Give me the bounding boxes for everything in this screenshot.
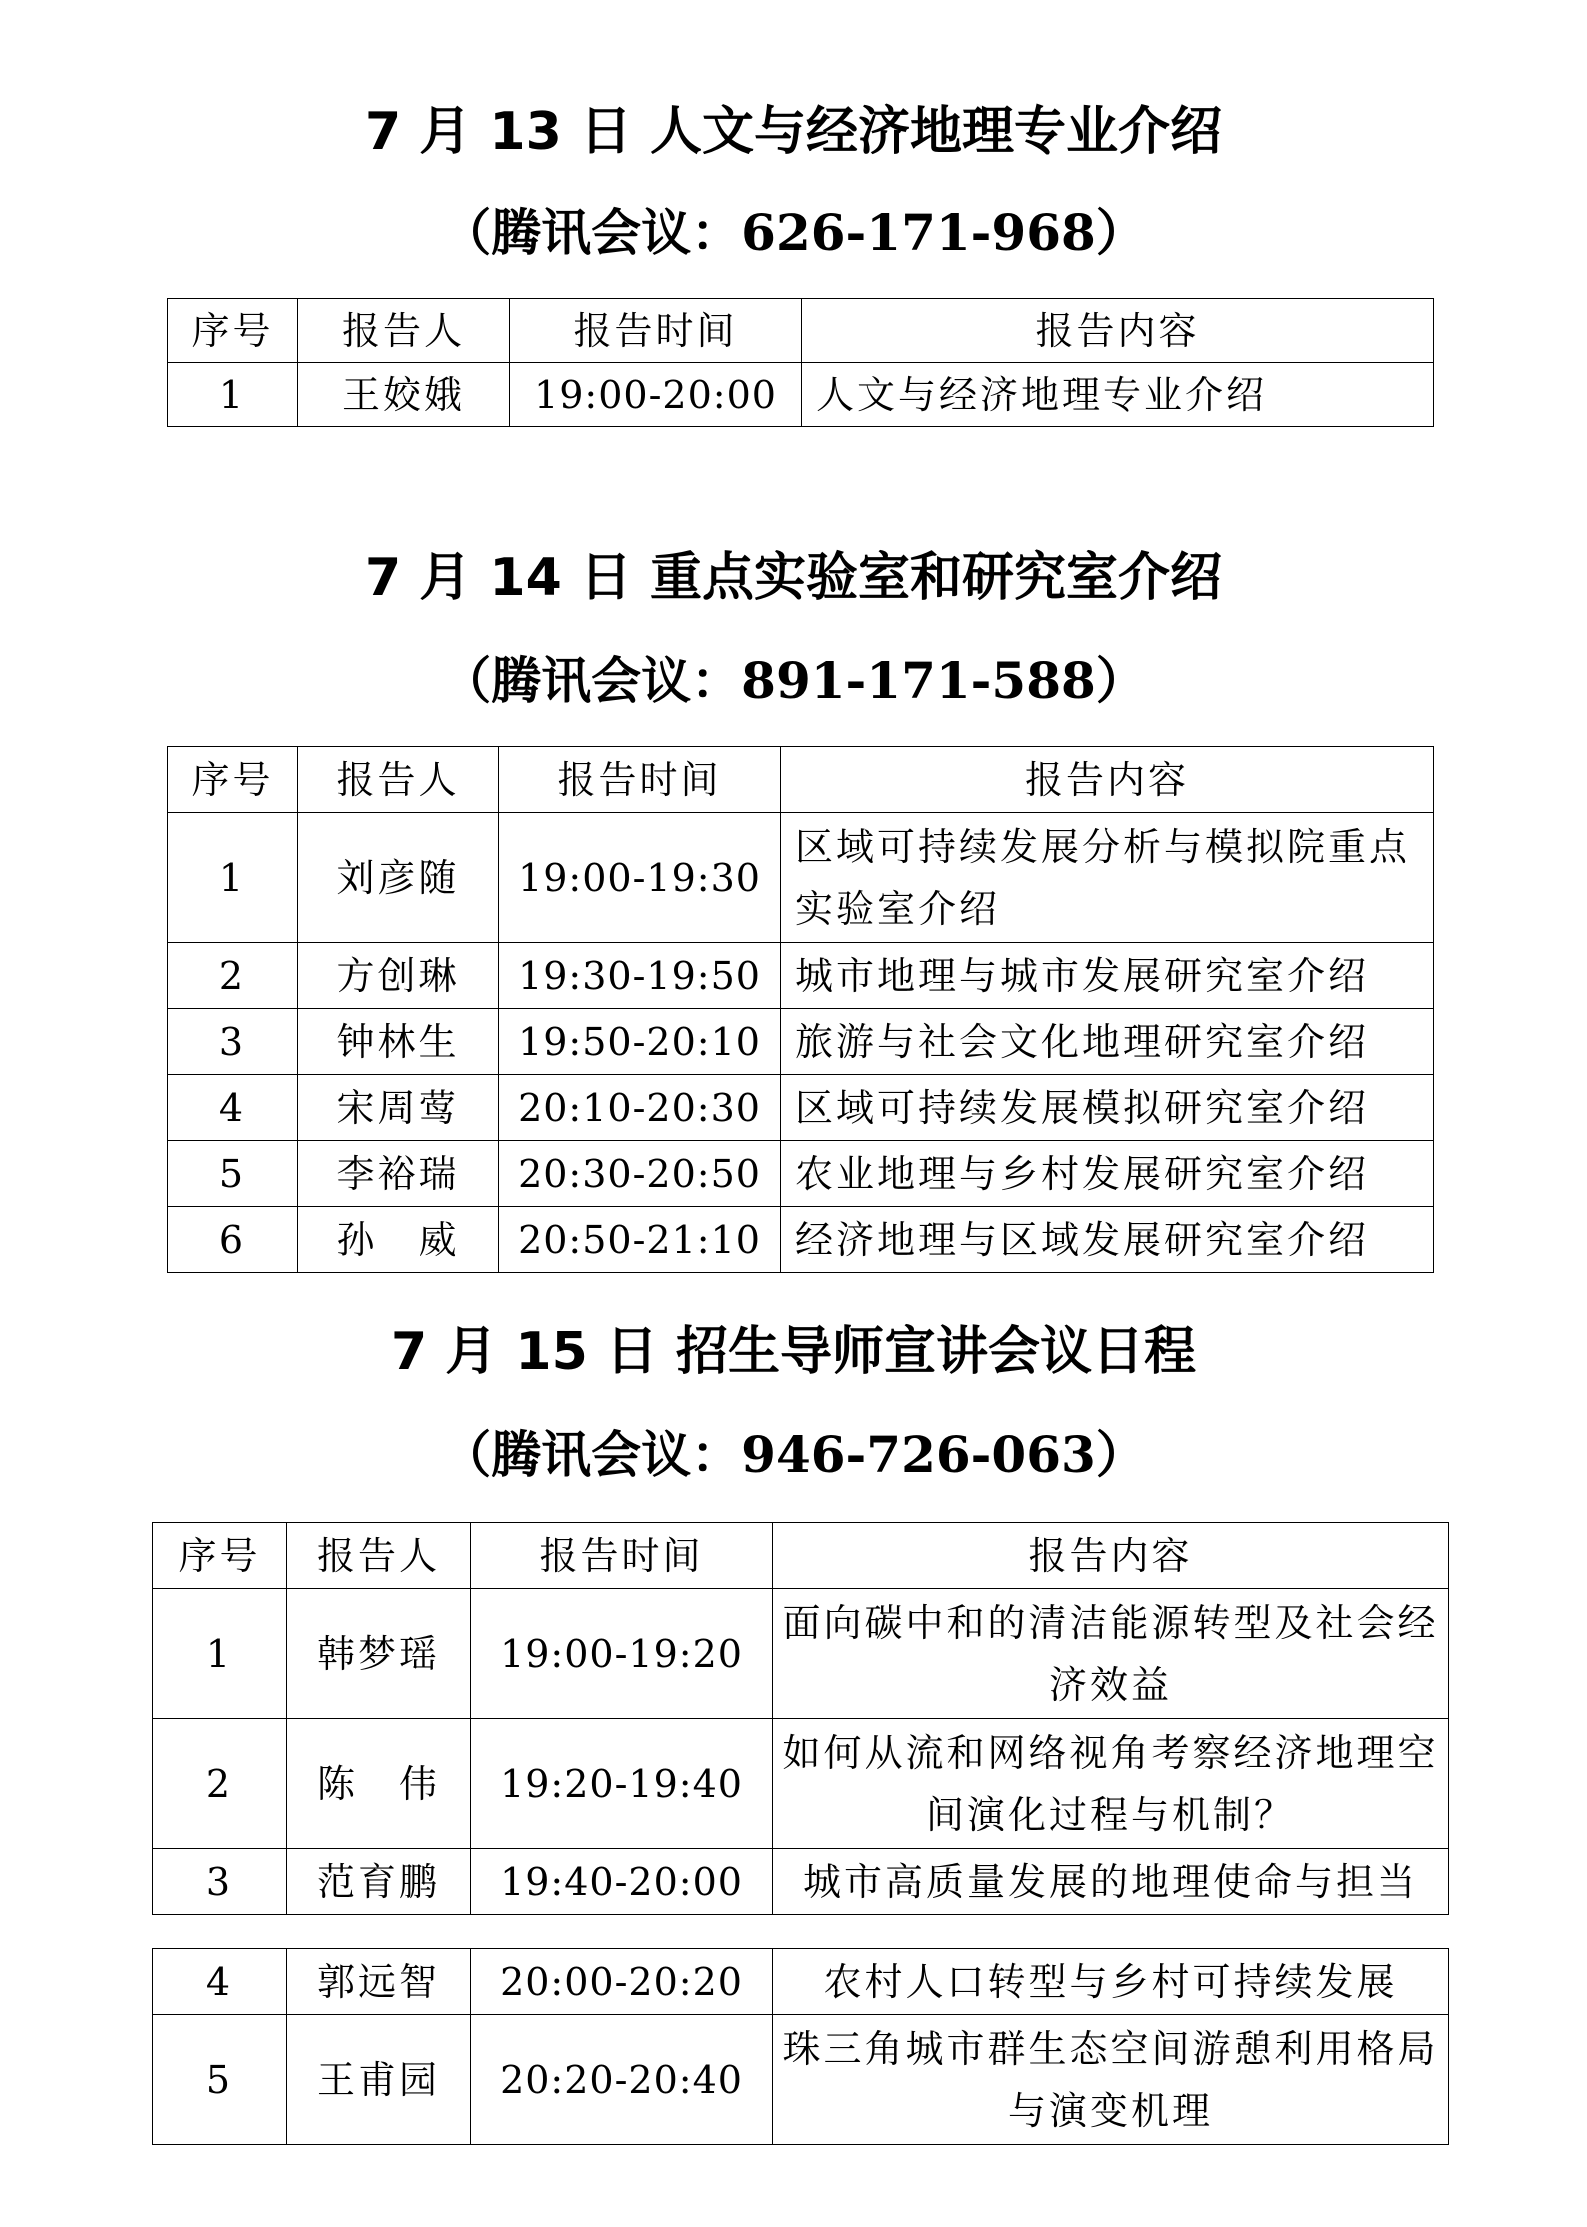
table-header-row — [153, 1523, 1449, 1589]
row-content: 农村人口转型与乡村可持续发展 — [773, 1949, 1449, 2015]
table-row — [168, 1075, 1434, 1141]
row-no: 6 — [168, 1207, 298, 1273]
table-row — [153, 1589, 1449, 1719]
table-row — [168, 1207, 1434, 1273]
row-no: 1 — [153, 1589, 287, 1719]
header-content: 报告内容 — [781, 747, 1434, 813]
row-content: 城市高质量发展的地理使命与担当 — [773, 1849, 1449, 1915]
row-speaker: 宋周莺 — [298, 1075, 499, 1141]
row-content: 经济地理与区域发展研究室介绍 — [781, 1207, 1434, 1273]
table-row — [153, 2015, 1449, 2145]
row-content: 农业地理与乡村发展研究室介绍 — [781, 1141, 1434, 1207]
row-time: 20:00-20:20 — [471, 1949, 773, 2015]
row-time: 20:10-20:30 — [499, 1075, 781, 1141]
row-content: 珠三角城市群生态空间游憩利用格局与演变机理 — [773, 2015, 1449, 2145]
header-content: 报告内容 — [773, 1523, 1449, 1589]
section-2-meeting-id: （腾讯会议：891-171-588） — [441, 651, 1146, 710]
row-speaker: 王甫园 — [287, 2015, 471, 2145]
row-speaker: 郭远智 — [287, 1949, 471, 2015]
section-1-title: 7 月 13 日 人文与经济地理专业介绍 — [365, 102, 1222, 162]
row-speaker: 王姣娥 — [298, 363, 510, 427]
table-row — [168, 363, 1434, 427]
table-row — [168, 813, 1434, 943]
section-2-table — [167, 746, 1434, 1273]
row-time: 19:20-19:40 — [471, 1719, 773, 1849]
row-time: 19:00-19:30 — [499, 813, 781, 943]
row-content: 城市地理与城市发展研究室介绍 — [781, 943, 1434, 1009]
row-time: 20:20-20:40 — [471, 2015, 773, 2145]
row-time: 19:30-19:50 — [499, 943, 781, 1009]
row-speaker: 方创琳 — [298, 943, 499, 1009]
header-content: 报告内容 — [802, 299, 1434, 363]
row-no: 5 — [168, 1141, 298, 1207]
section-1-meeting-id: （腾讯会议：626-171-968） — [441, 203, 1146, 262]
row-time: 20:30-20:50 — [499, 1141, 781, 1207]
row-content: 如何从流和网络视角考察经济地理空间演化过程与机制？ — [773, 1719, 1449, 1849]
row-time: 19:00-20:00 — [510, 363, 802, 427]
row-speaker: 范育鹏 — [287, 1849, 471, 1915]
row-content: 面向碳中和的清洁能源转型及社会经济效益 — [773, 1589, 1449, 1719]
row-no: 4 — [153, 1949, 287, 2015]
row-no: 1 — [168, 363, 298, 427]
table-row — [153, 1719, 1449, 1849]
table-row — [153, 1949, 1449, 2015]
row-speaker: 孙 威 — [298, 1207, 499, 1273]
section-3-table — [152, 1522, 1449, 1915]
row-no: 5 — [153, 2015, 287, 2145]
row-no: 3 — [153, 1849, 287, 1915]
row-content: 旅游与社会文化地理研究室介绍 — [781, 1009, 1434, 1075]
header-speaker: 报告人 — [298, 299, 510, 363]
header-no: 序号 — [153, 1523, 287, 1589]
row-time: 19:50-20:10 — [499, 1009, 781, 1075]
section-1-table — [167, 298, 1434, 427]
row-speaker: 刘彦随 — [298, 813, 499, 943]
row-speaker: 钟林生 — [298, 1009, 499, 1075]
row-content: 区域可持续发展模拟研究室介绍 — [781, 1075, 1434, 1141]
section-3-title: 7 月 15 日 招生导师宣讲会议日程 — [391, 1322, 1196, 1382]
table-row — [153, 1849, 1449, 1915]
table-header-row — [168, 299, 1434, 363]
section-3-meeting-id: （腾讯会议：946-726-063） — [441, 1425, 1146, 1484]
row-speaker: 韩梦瑶 — [287, 1589, 471, 1719]
section-2-title: 7 月 14 日 重点实验室和研究室介绍 — [365, 548, 1222, 608]
row-time: 19:40-20:00 — [471, 1849, 773, 1915]
table-row — [168, 943, 1434, 1009]
row-content: 区域可持续发展分析与模拟院重点实验室介绍 — [781, 813, 1434, 943]
row-no: 1 — [168, 813, 298, 943]
header-time: 报告时间 — [499, 747, 781, 813]
row-no: 3 — [168, 1009, 298, 1075]
row-no: 2 — [153, 1719, 287, 1849]
table-row — [168, 1141, 1434, 1207]
row-time: 19:00-19:20 — [471, 1589, 773, 1719]
header-no: 序号 — [168, 299, 298, 363]
header-time: 报告时间 — [471, 1523, 773, 1589]
header-time: 报告时间 — [510, 299, 802, 363]
row-no: 2 — [168, 943, 298, 1009]
header-no: 序号 — [168, 747, 298, 813]
row-content: 人文与经济地理专业介绍 — [802, 363, 1434, 427]
row-speaker: 陈 伟 — [287, 1719, 471, 1849]
header-speaker: 报告人 — [298, 747, 499, 813]
row-speaker: 李裕瑞 — [298, 1141, 499, 1207]
row-no: 4 — [168, 1075, 298, 1141]
table-header-row — [168, 747, 1434, 813]
row-time: 20:50-21:10 — [499, 1207, 781, 1273]
header-speaker: 报告人 — [287, 1523, 471, 1589]
table-row — [168, 1009, 1434, 1075]
section-3-table-continued — [152, 1948, 1449, 2145]
